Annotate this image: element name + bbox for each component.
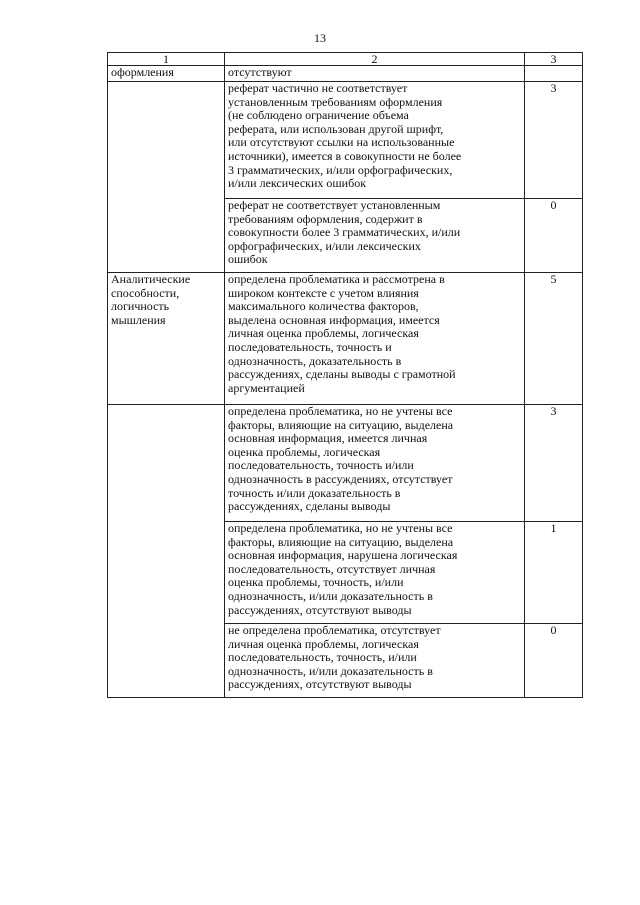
assessment-table: [107, 52, 583, 698]
description-cell: отсутствуют: [225, 66, 525, 82]
table-row: [108, 624, 583, 698]
description-cell: не определена проблематика, отсутствует личная оценка проблемы, логическая последовательность, точность, и/или однозначность, и/или доказательность в рассуждениях, отсутствуют выводы: [225, 624, 525, 698]
table-row: [108, 405, 583, 522]
criterion-label: оформления: [111, 65, 174, 79]
criterion-cell: [108, 624, 225, 698]
page-number: 13: [314, 31, 326, 45]
criterion-cell: [108, 82, 225, 199]
table-row: [108, 522, 583, 624]
table-row: [108, 199, 583, 273]
criterion-cell: [108, 405, 225, 522]
description-cell: определена проблематика, но не учтены все факторы, влияющие на ситуацию, выделена основная информация, нарушена логическая последовательность, отсутствует личная оценка проблемы, точность, и/или однозначность, и/или доказательность в рассуждениях, отсутствуют выводы: [225, 522, 525, 624]
criterion-cell: [108, 273, 225, 405]
description-cell: определена проблематика, но не учтены все факторы, влияющие на ситуацию, выделена основная информация, имеется личная оценка проблемы, логическая последовательность, точность и/или однозначность в рассуждениях, отсутствует точность и/или доказательность в рассуждениях, сделаны выводы: [225, 405, 525, 522]
score-cell: [525, 66, 583, 82]
score-cell: 1: [525, 522, 583, 624]
criterion-cell: [108, 66, 225, 82]
description-cell: определена проблематика и рассмотрена в широком контексте с учетом влияния максимального количества факторов, выделена основная информация, имеется личная оценка проблемы, логическая последовательность, точность и однозначность, доказательность в рассуждениях, сделаны выводы с грамотной аргументацией: [225, 273, 525, 405]
table-row: [108, 82, 583, 199]
table-row: [108, 66, 583, 82]
score-cell: 3: [525, 82, 583, 199]
criterion-cell: [108, 522, 225, 624]
header-cell-2: 2: [225, 53, 525, 66]
score-cell: 0: [525, 199, 583, 273]
criterion-cell: [108, 199, 225, 273]
table-row: [108, 273, 583, 405]
header-cell-3: 3: [525, 53, 583, 66]
score-cell: 5: [525, 273, 583, 405]
description-cell: реферат частично не соответствует установленным требованиям оформления (не соблюдено ограничение объема реферата, или использован другой шрифт, или отсутствуют ссылки на использованные источники), имеется в совокупности не более 3 грамматических, и/или орфографических, и/или лексических ошибок: [225, 82, 525, 199]
score-cell: 3: [525, 405, 583, 522]
header-cell-1: 1: [108, 53, 225, 66]
description-cell: реферат не соответствует установленным требованиям оформления, содержит в совокупности более 3 грамматических, и/или орфографических, и/или лексических ошибок: [225, 199, 525, 273]
score-cell: 0: [525, 624, 583, 698]
table-header-row: [108, 53, 583, 66]
criterion-label: Аналитические способности, логичность мышления: [111, 272, 191, 327]
